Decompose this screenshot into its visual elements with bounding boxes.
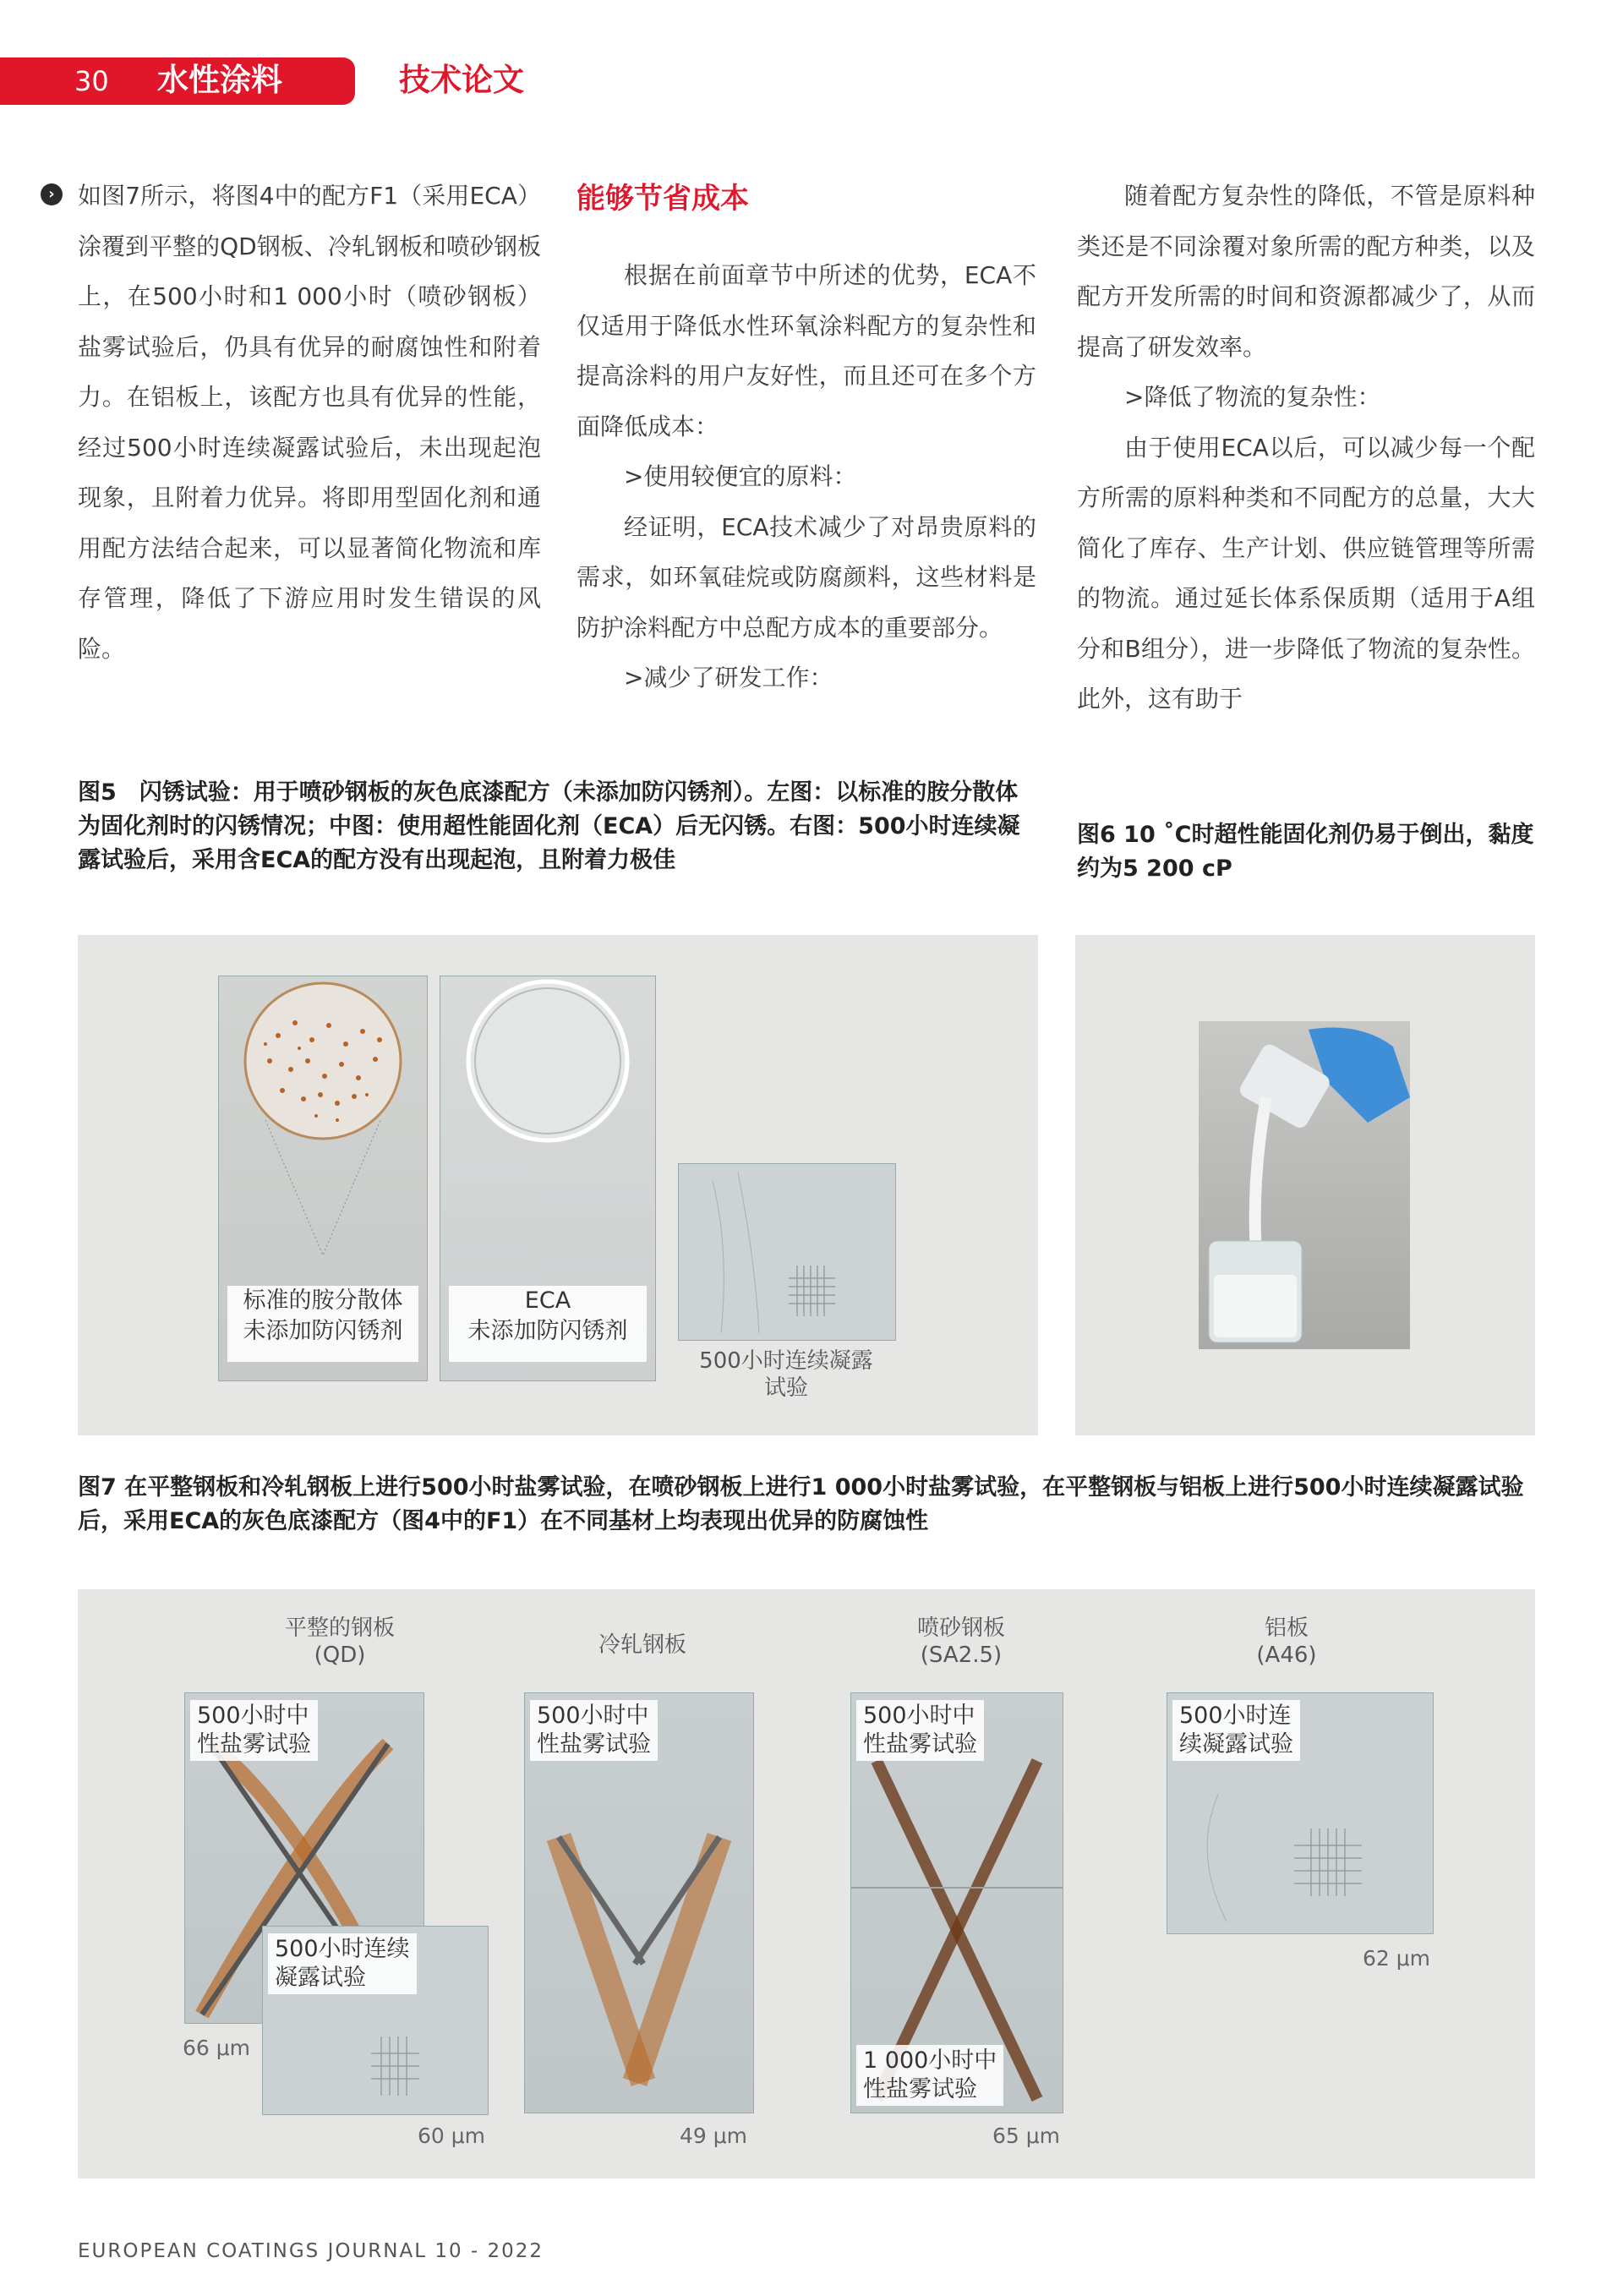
panel-3-thickness: 65 μm <box>992 2124 1061 2148</box>
panel-4-thickness: 62 μm <box>1363 1946 1431 1971</box>
panel-3-label-2: 性盐雾试验 <box>863 1731 977 1758</box>
col2-paragraph-4: >减少了研发工作： <box>624 664 833 692</box>
panel-2-title: 冷轧钢板 <box>598 1632 686 1658</box>
panel-1-subtitle: (QD) <box>314 1643 366 1668</box>
panel-1-condensation-inset <box>262 1926 489 2115</box>
pouring-photo <box>1199 1021 1410 1349</box>
panel-1-inset-label-2: 凝露试验 <box>275 1965 366 1991</box>
col2-paragraph-1: 根据在前面章节中所述的优势，ECA不仅适用于降低水性环氧涂料配方的复杂性和提高涂料的用户友好性，而且还可在多个方面降低成本： <box>577 261 1036 440</box>
panel-4-title: 铝板 <box>1264 1615 1309 1641</box>
panel-3-title: 喷砂钢板 <box>916 1615 1005 1641</box>
flash-rust-panel-standard <box>218 976 428 1381</box>
fig5-left-label-1: 标准的胺分散体 <box>243 1287 403 1314</box>
section-heading-cost: 能够节省成本 <box>577 182 749 216</box>
figure-5-panel <box>78 935 1038 1435</box>
fig5-right-label-1: 500小时连续凝露 <box>699 1348 873 1374</box>
panel-1-title: 平整的钢板 <box>284 1615 395 1641</box>
panel-2-salt-spray-photo <box>524 1692 754 2113</box>
panel-3-salt-spray-photo <box>850 1692 1063 2113</box>
fig5-mid-label-1: ECA <box>524 1287 571 1314</box>
fig5-mid-label-2: 未添加防闪锈剂 <box>467 1318 628 1344</box>
col3-paragraph-3: 由于使用ECA以后，可以减少每一个配方所需的原料种类和不同配方的总量，大大简化了库存、生产计划、供应链管理等所需的物流。通过延长体系保质期（适用于A组分和B组分），进一步降低了物流的复杂性。此外，这有助于 <box>1077 433 1535 713</box>
figure-7-panel <box>78 1589 1535 2178</box>
flash-rust-panel-eca <box>440 976 656 1381</box>
panel-3-subtitle: (SA2.5) <box>920 1643 1003 1668</box>
panel-1-inset-thickness: 60 μm <box>418 2124 486 2148</box>
col2-paragraph-3: 经证明，ECA技术减少了对昂贵原料的需求，如环氧硅烷或防腐颜料，这些材料是防护涂料配方中总配方成本的重要部分。 <box>577 512 1036 642</box>
col2-paragraph-2: >使用较便宜的原料： <box>624 462 857 490</box>
page-number: 30 <box>74 65 109 97</box>
panel-1-label-2: 性盐雾试验 <box>197 1731 311 1758</box>
fig5-left-label-2: 未添加防闪锈剂 <box>243 1318 403 1344</box>
panel-1-inset-label-1: 500小时连续 <box>275 1936 410 1962</box>
col3-paragraph-2: >降低了物流的复杂性： <box>1124 383 1381 411</box>
col1-paragraph: 如图7所示，将图4中的配方F1（采用ECA）涂覆到平整的QD钢板、冷轧钢板和喷砂钢板上，在500小时和1 000小时（喷砂钢板）盐雾试验后，仍具有优异的耐腐蚀性和附着力。在铝板上，该配方也具有优异的性能，经过500小时连续凝露试验后，未出现起泡现象，且附着力优异。将即用型固化剂和通用配方法结合起来，可以显著简化物流和库存管理，降低了下游应用时发生错误的风险。 <box>78 182 541 663</box>
panel-3-bottom-label-2: 性盐雾试验 <box>863 2076 977 2102</box>
crosshatch-drawing <box>679 1164 895 1340</box>
fig5-right-label-2: 试验 <box>763 1375 808 1401</box>
chevron-right-icon: › <box>41 183 63 205</box>
panel-4-subtitle: (A46) <box>1256 1643 1317 1668</box>
figure-5-caption: 图5 闪锈试验：用于喷砂钢板的灰色底漆配方（未添加防闪锈剂）。左图：以标准的胺分散体为固化剂时的闪锈情况；中图：使用超性能固化剂（ECA）后无闪锈。右图：500小时连续凝露试验后，采用含ECA的配方没有出现起泡，且附着力极佳 <box>78 779 1020 873</box>
panel-2-label-1: 500小时中 <box>537 1703 649 1729</box>
footer-journal: EUROPEAN COATINGS JOURNAL 10 - 2022 <box>78 2240 544 2262</box>
figure-6-panel <box>1075 935 1535 1435</box>
col3-paragraph-1: 随着配方复杂性的降低，不管是原料种类还是不同涂覆对象所需的配方种类，以及配方开发所需的时间和资源都减少了，从而提高了研发效率。 <box>1077 182 1535 361</box>
panel-4-condensation-photo <box>1167 1692 1434 1934</box>
panel-1-thickness: 66 μm <box>183 2036 251 2060</box>
pouring-drawing <box>1199 1021 1410 1349</box>
column-3 <box>1077 171 1535 724</box>
figure-7-caption: 图7 在平整钢板和冷轧钢板上进行500小时盐雾试验，在喷砂钢板上进行1 000小时盐雾试验，在平整钢板与铝板上进行500小时连续凝露试验后，采用ECA的灰色底漆配方（图4中的F1）在不同基材上均表现出优异的防腐蚀性 <box>78 1474 1524 1534</box>
panel-4-label-1: 500小时连 <box>1179 1703 1292 1729</box>
panel-3-label-1: 500小时中 <box>863 1703 975 1729</box>
column-2 <box>577 250 1036 703</box>
panel-2-thickness: 49 μm <box>680 2124 748 2148</box>
condensation-panel <box>678 1163 896 1341</box>
section-title: 水性涂料 <box>157 62 282 98</box>
panel-2-label-2: 性盐雾试验 <box>537 1731 651 1758</box>
figure-6-caption: 图6 10 ˚C时超性能固化剂仍易于倒出，黏度约为5 200 cP <box>1077 822 1534 882</box>
category-title: 技术论文 <box>399 62 524 98</box>
panel-1-label-1: 500小时中 <box>197 1703 309 1729</box>
panel-3-bottom-label-1: 1 000小时中 <box>863 2047 997 2074</box>
column-1 <box>78 171 541 674</box>
panel-4-label-2: 续凝露试验 <box>1179 1731 1293 1758</box>
